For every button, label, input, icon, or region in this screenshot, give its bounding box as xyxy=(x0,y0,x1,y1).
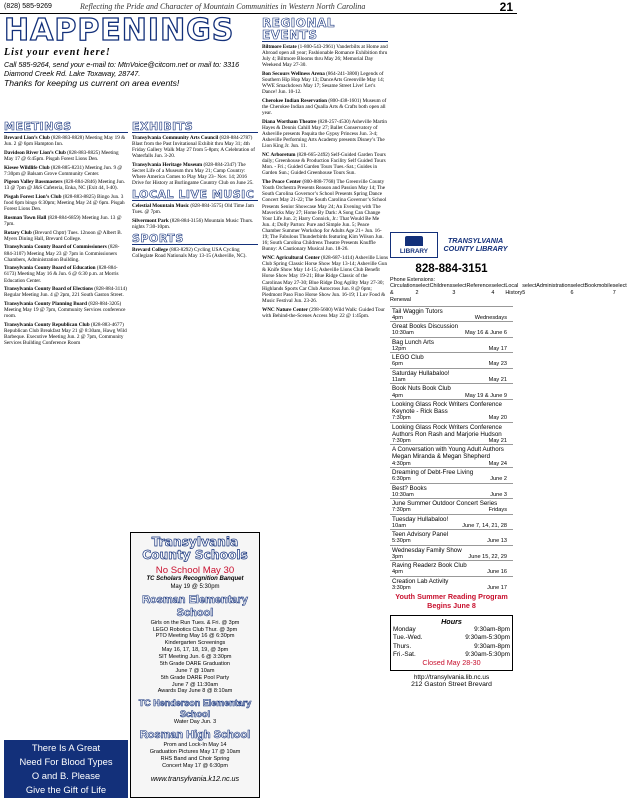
event-listing: Diana Wortham Theatre (828-257-4530) Asheville Martin Hayes & Dennis Cahill May 27; Ballet Conservatory of Asheville presents Paquita the Gypsy Princess Jun. 3-4; Asheville Performing Arts Academy presents Disney’s The Lion King Jr. Jun. 11. xyxy=(262,118,387,150)
library-book-icon: LIBRARY xyxy=(390,232,438,258)
library-url[interactable]: http://transylvania.lib.nc.us xyxy=(413,673,490,681)
event-listing: Transylvania County Board of Commissioners (828-884-3107) Meeting May 23 @ 7pm in Commissioners Chambers, Administration Building. xyxy=(4,244,120,263)
event-listing: Rosman Town Hall (828-884-6859) Meeting Jun. 13 @ 7pm. xyxy=(4,214,122,227)
sports-list xyxy=(132,247,258,259)
event-listing: Transylvania County Planning Board (828-884-3205) Meeting May 19 @ 7pm, Community Services conference room. xyxy=(4,300,126,320)
happenings-contact: Call 585-9264, send your e-mail to: MtnVoice@citcom.net or mail to: 3316 Diamond Creek Rd. Lake Toxaway, 28747. xyxy=(4,59,240,78)
happenings-subtitle: List your event here! xyxy=(4,47,111,58)
tch-title: TC Henderson Elementary School xyxy=(138,698,252,719)
school-item: June 7 @ 10am xyxy=(175,667,215,674)
event-listing: WNC Agricultural Center (828-687-1414) Asheville Lions Club Spring Classic Horse Show May 13-14; Asheville Gun & Knife Show May 14-15; Asheville Lions Club Benefit Horse Show May 19-21; Blue Ridge Classic of the Carolinas May 27-30; Blue Ridge Dog Agility May 27-30; Highlands Sports Car Club Autocross Jun. 8 @ 6pm; Piedmont Paso Fino Horse Show Jun. 16-19; I Luv Food & Music Festival Jun. 23-26. xyxy=(262,255,388,304)
library-address: 212 Gaston Street Brevard xyxy=(411,681,492,689)
blood-line: There Is A Great xyxy=(31,742,101,753)
library-events xyxy=(390,306,513,592)
blood-line: Need For Blood Types xyxy=(19,756,113,767)
phone-extension: Bookmobile select 7 xyxy=(584,283,627,297)
regional-column-continued xyxy=(390,16,513,228)
event-listing: NC Arboretum (828-665-2492) Self-Guided Garden Tours daily; Greenhouse & Production Facility Self Guided Tours Mon. - Fri.; Guided Garden Tours Tues.-Sat.; Guides in Garden Sun.; Guided Greenhouse Tours Sun. xyxy=(262,152,386,177)
phone-extension: Circulation & Renewal select 2 xyxy=(390,283,430,303)
blood-line: O and B. Please xyxy=(31,770,101,781)
tc-scholars-date: May 19 @ 5:30pm xyxy=(170,583,220,590)
event-listing: Transylvania County Board of Education (828-884-6173) Meeting May 16 & Jun. 6 @ 6:30 p.m. at Morris Education Center. xyxy=(4,265,119,284)
library-event: Wednesday Family Show 3pm June 15, 22, 29 xyxy=(390,545,513,561)
sports-heading: SPORTS xyxy=(132,233,258,245)
school-item: Concert May 17 @ 6:30pm xyxy=(162,762,228,769)
library-event: Raving Readerz Book Club 4pm June 16 xyxy=(390,560,513,576)
tc-scholars: TC Scholars Recognition Banquet xyxy=(146,576,244,583)
event-listing: The Peace Center (800-888-7768) The Greenville County Youth Orchestra Presents Reason and Passion May 14; The South Carolina Governor’s School Presents Spring Dance Concert May 21-22; The South Carolina Governor’s School Presents Senior Showcase May 24; An Evening with The Mavericks May 27; Home By Dark: A Song Can Change Your Life Jun. 2; Harry Connick, Jr.: That Would Be Me Jun. 4; Dolly Parton: Pure and Simple Jun. 5; Peace Chamber Summer Workshop for Adults Age 21+ Jun. 16-19; The Fabulous Thunderbirds featuring Kim Wilson Jun. 16; South Carolina Childrens Theatre Presents Knuffle Bunny: A Cautionary Musical Jun. 18-26. xyxy=(262,179,387,253)
library-event: Teen Advisory Panel 5:30pm June 13 xyxy=(390,529,513,545)
regional-heading: REGIONAL EVENTS xyxy=(262,17,388,42)
library-event: LEGO Club 6pm May 23 xyxy=(390,352,513,368)
school-item: June 7 @ 11:30am xyxy=(171,681,219,688)
rhs-items xyxy=(131,742,259,770)
school-item: Girls on the Run Tues. & Fri. @ 3pm xyxy=(150,619,240,626)
closed-notice: Closed May 28-30 xyxy=(422,658,481,668)
library-event: Looking Glass Rock Writers Conference Keynote - Rick Bass 7:30pm May 20 xyxy=(390,399,513,422)
exhibits-heading: EXHIBITS xyxy=(132,121,258,133)
school-item: Water Day Jun. 3 xyxy=(173,719,217,726)
event-listing: Pigeon Valley Bassmasters (828-884-2846) Meeting Jun. 13 @ 7pm @ J&S Cafeteria, Enka, NC (Exit 44, I-40). xyxy=(4,179,126,192)
event-listing: Cherokee Indian Reservation (800-438-1601) Museum of the Cherokee Indian and Qualla Arts & Crafts both open all year. xyxy=(262,98,387,117)
hours-row: Fri.-Sat. 9:30am-5:30pm xyxy=(393,651,510,659)
happenings-title: HAPPENINGS xyxy=(4,13,235,48)
rosman-es-title: Rosman Elementary School xyxy=(142,593,248,619)
school-item: Kindergarten Screenings xyxy=(164,640,226,647)
school-item: 5th Grade DARE Graduation xyxy=(159,660,230,667)
hours-row: Monday 9:30am-8pm xyxy=(393,626,510,634)
exhibits-list xyxy=(132,135,258,187)
school-item: PTO Meeting May 16 @ 6:30pm xyxy=(155,633,235,640)
event-listing: Pisgah Forest Lion’s Club (828-883-8825) Bingo Jun. 3 food 6pm bingo 6:30pm; Meeting May 24 @ 6pm. Pisgah Forest Lions Den. xyxy=(4,194,125,213)
library-event: Great Books Discussion 10:30am May 16 & June 6 xyxy=(390,321,513,337)
event-listing: Celestial Mountain Music (828-884-3575) Old Time Jam Tues. @ 7pm. xyxy=(132,203,254,216)
school-item: Prom and Lock-In May 14 xyxy=(163,742,227,749)
schools-ad xyxy=(130,532,260,798)
header-tagline: Reflecting the Pride and Character of Mountain Communities in Western North Carolina xyxy=(80,2,366,11)
library-name: TRANSYLVANIA COUNTY LIBRARY xyxy=(443,236,508,253)
library-hours xyxy=(390,615,513,671)
event-listing: Bon Secours Wellness Arena (864-241-3800) Legends of Southern Hip Hop May 13; DanceArts Greenville May 14; WWE Smackdown May 17; Sesame Street Live! Let’s Dance! Jun. 10-12. xyxy=(262,71,385,96)
school-item: SIT Meeting Jun. 6 @ 3:30pm xyxy=(158,654,232,660)
event-listing: Davidson River Lion’s Club (828-883-8825) Meeting May 17 @ 6:45pm. Pisgah Forest Lions Den. xyxy=(4,149,119,162)
happenings-banner xyxy=(4,13,258,120)
event-listing: Kiesee Wildlife Club (828-885-8231) Meeting Jun. 9 @ 7:30pm @ Balsam Grove Community Center. xyxy=(4,164,123,177)
regional-list xyxy=(262,44,388,319)
phone-extension: Childrens select 3 xyxy=(429,283,467,297)
phone-extensions-label: Phone Extensions: xyxy=(390,276,435,283)
meetings-column xyxy=(4,120,128,738)
event-listing: Brevard Lion’s Club (828-883-8828) Meeting May 19 & Jun. 2 @ 6pm Hampton Inn. xyxy=(4,135,126,148)
library-event: A Conversation with Young Adult Authors Megan Miranda & Megan Shepherd 4:30pm May 24 xyxy=(390,444,513,467)
library-event: Looking Glass Rock Writers Conference Authors Ron Rash and Marjorie Hudson 7:30pm May 21 xyxy=(390,422,513,445)
library-event: Best? Books 10:30am June 3 xyxy=(390,483,513,499)
tch-items xyxy=(131,719,259,726)
header-phone: (828) 585-9269 xyxy=(4,3,52,10)
event-listing: Rotary Club (Brevard Chptr) Tues. 12noon @ Albert B. Myers Dining Hall, Brevard College. xyxy=(4,229,123,242)
rosman-es-items xyxy=(131,620,259,696)
phone-extension: Administration select 6 xyxy=(536,283,585,297)
event-listing: WNC Nature Center (298-5600) Wild Walk: Guided Tour with Behind-the-Scenes Access May 22 @ 1:45pm. xyxy=(262,306,385,319)
library-event: Bag Lunch Arts 12pm May 17 xyxy=(390,337,513,353)
library-event: Dreaming of Debt-Free Living 6:30pm June 2 xyxy=(390,467,513,483)
library-event: June Summer Outdoor Concert Series 7:30pm Fridays xyxy=(390,498,513,514)
hours-row: Thurs. 9:30am-8pm xyxy=(393,642,510,650)
hours-row: Tue.-Wed. 9:30am-5:30pm xyxy=(393,634,510,642)
school-item: Graduation Pictures May 17 @ 10am xyxy=(149,749,241,756)
schools-title: Transylvania County Schools xyxy=(142,535,248,562)
event-listing: Transylvania Community Arts Council (828-884-2787) Blast from the Past Invitational Exhibit thru May 31; 4th Friday Gallery Walk May 27 from 5-8pm; A Celebration of Waterfalls Jun. 3-20. xyxy=(132,135,255,160)
phone-extension: Local History select 5 xyxy=(505,283,537,297)
school-item: 5th Grade DARE Pool Party xyxy=(160,674,230,681)
library-phone: 828-884-3151 xyxy=(415,262,488,275)
schools-url[interactable]: www.transylvania.k12.nc.us xyxy=(150,773,240,783)
rhs-title: Rosman High School xyxy=(139,729,251,742)
regional-column xyxy=(262,16,388,798)
library-logo xyxy=(390,230,513,260)
event-listing: Brevard College (883-8292) Cycling USA Cycling Collegiate Road Nationals May 13-15 (Asheville, NC). xyxy=(132,246,247,259)
page-header xyxy=(0,0,517,14)
event-listing: Silvermont Park (828-884-3156) Mountain Music Thurs. nights 7:30-10pm. xyxy=(132,217,254,230)
phone-extension: Reference select 4 xyxy=(466,283,506,297)
school-item: RHS Band and Choir Spring xyxy=(160,756,230,763)
meetings-list xyxy=(4,135,128,346)
event-listing: Transylvania Heritage Museum (828-884-2347) The Secret Life of a Museum thru May 21; Camp Country: Where America Comes to Play May 23– Nov. 14; 2016 Drive for History at Burlingame Country Club on June 25. xyxy=(132,162,254,187)
youth-reading: Youth Summer Reading Program Begins June 8 xyxy=(395,592,508,610)
event-listing: Transylvania County Board of Elections (828-884-3114) Regular Meeting Jun. 4 @ 2pm, 221 South Gaston Street. xyxy=(4,286,127,299)
page-number: 21 xyxy=(499,0,513,14)
event-listing: Biltmore Estate (1-800-543-2961) Vanderbilts at Home and Abroad open all year; Fashionable Romance Exhibition thru July 4; Biltmore Blooms thru May 26; Memorial Day Weekend May 27-30. xyxy=(262,44,388,69)
no-school-notice: No School May 30 xyxy=(155,565,235,576)
library-ad xyxy=(390,230,627,797)
exhibits-column xyxy=(132,120,258,530)
school-item: LEGO Robotics Club Thur. @ 3pm xyxy=(152,626,238,633)
phone-extensions xyxy=(390,276,627,304)
meetings-heading: MEETINGS xyxy=(4,121,128,133)
hours-title: Hours xyxy=(441,616,462,626)
school-item: May 16, 17, 18, 19, @ 3pm xyxy=(161,647,229,654)
library-event: Tuesday Hullabaloo! 10am June 7, 14, 21, 28 xyxy=(390,514,513,530)
happenings-thanks: Thanks for keeping us current on area events! xyxy=(4,78,180,89)
library-event: Book Nuts Book Club 4pm May 19 & June 9 xyxy=(390,383,513,399)
blood-line: Give the Gift of Life xyxy=(25,784,107,795)
library-event: Tail Waggin Tutors 4pm Wednesdays xyxy=(390,306,513,322)
school-item: Awards Day June 8 @ 8:10am xyxy=(157,688,233,695)
library-event: Creation Lab Activity 3:30pm June 17 xyxy=(390,576,513,592)
library-event: Saturday Hullabaloo! 11am May 21 xyxy=(390,368,513,384)
music-list xyxy=(132,203,258,230)
music-heading: LOCAL LIVE MUSIC xyxy=(132,189,258,201)
event-listing: Transylvania County Republican Club (828-883-4677) Republican Club Breakfast May 21 @ 8:30am, Hawg Wild Barbeque. Executive Meeting Jun. 2 @ 7pm, Community Services Building Conference Room xyxy=(4,321,127,347)
blood-donation-ad xyxy=(4,740,128,798)
